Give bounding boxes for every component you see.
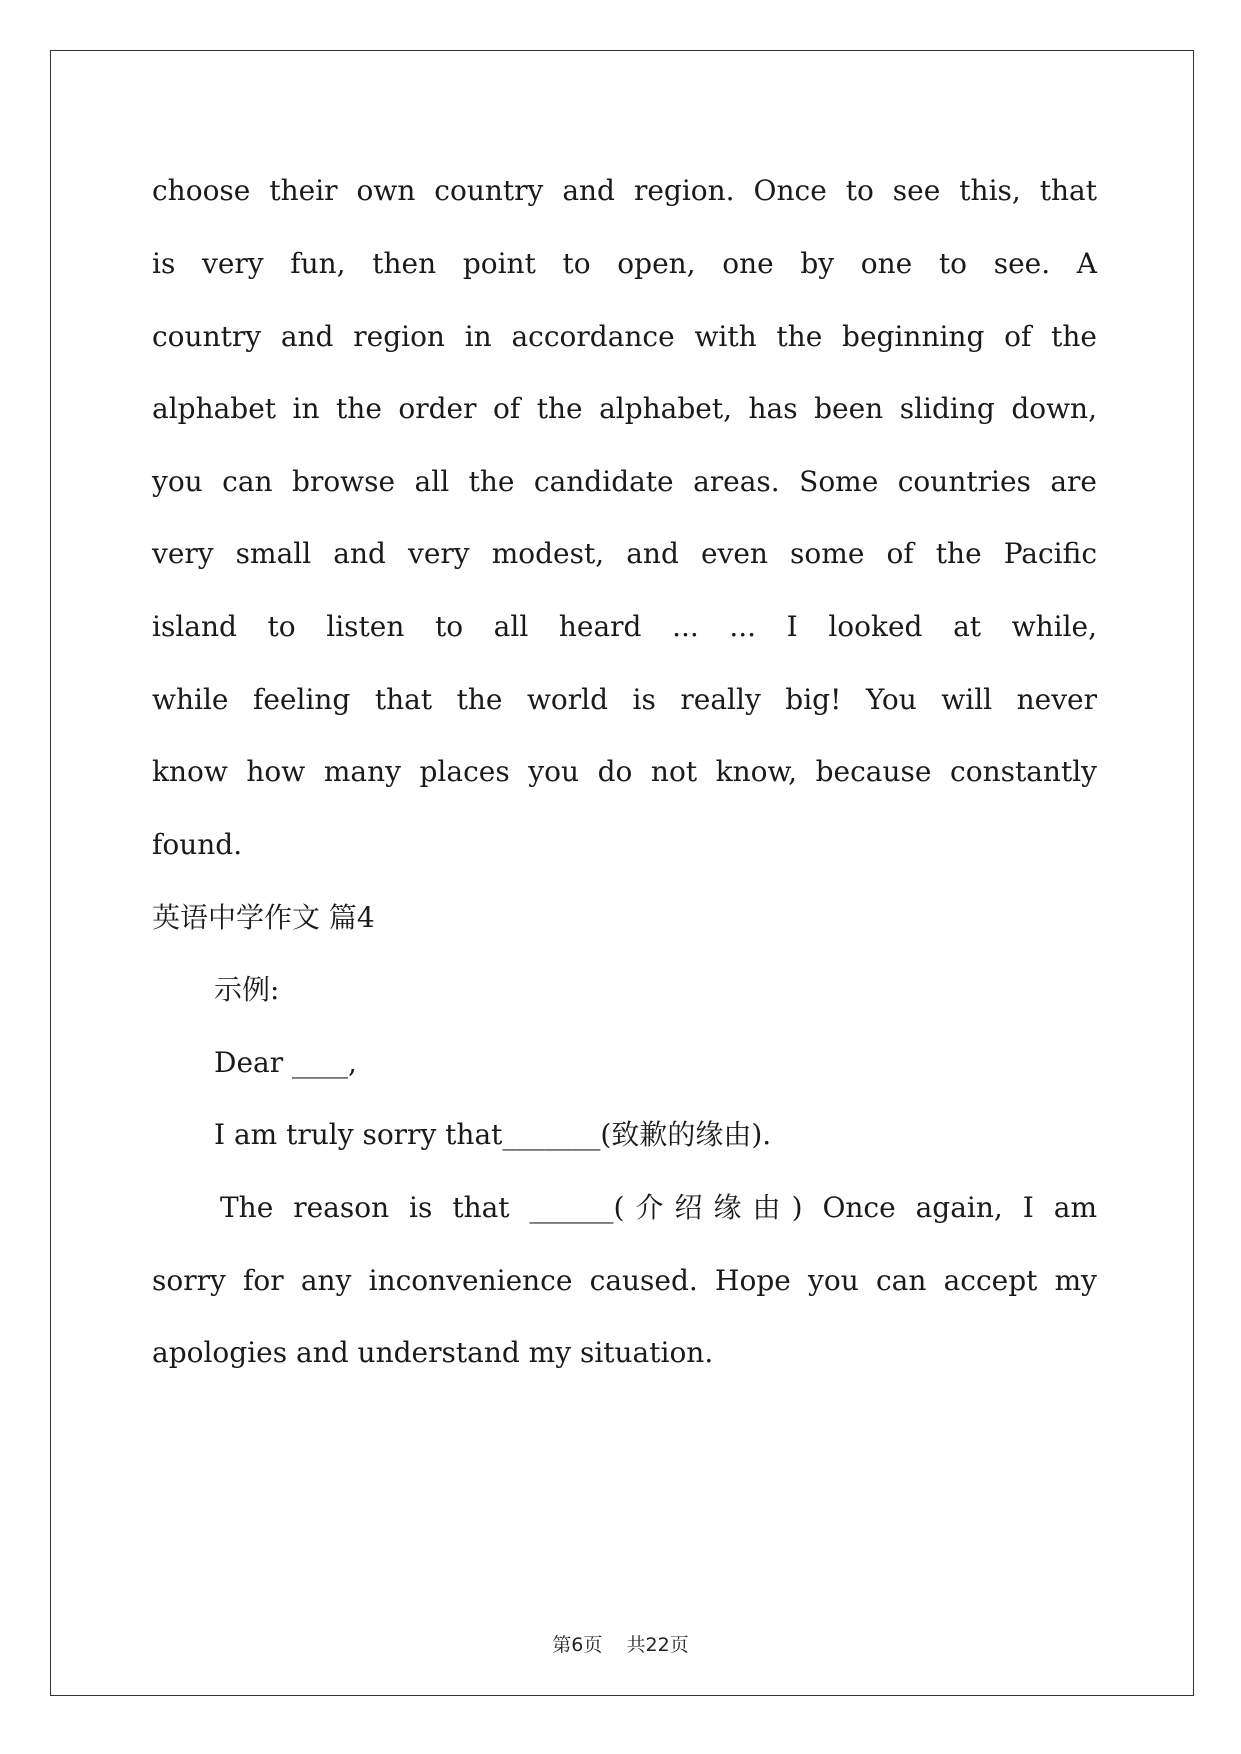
paragraph-line: country and region in accordance with the beginning of the	[152, 320, 1097, 353]
paragraph-line: while feeling that the world is really big! You will never	[152, 683, 1097, 716]
letter-line: sorry for any inconvenience caused. Hope you can accept my	[152, 1264, 1097, 1297]
letter-line: I am truly sorry that_______(致歉的缘由).	[214, 1118, 772, 1151]
paragraph-line: very small and very modest, and even some of the Pacific	[152, 537, 1097, 570]
letter-salutation: Dear ____,	[214, 1046, 357, 1079]
paragraph-line: know how many places you do not know, because constantly	[152, 755, 1097, 788]
page-number-footer: 第6页 共22页	[552, 1634, 689, 1656]
paragraph-line: you can browse all the candidate areas. Some countries are	[152, 465, 1097, 498]
page-border	[50, 50, 1194, 1696]
paragraph-line: choose their own country and region. Once to see this, that	[152, 174, 1097, 207]
letter-line: The reason is that ______(介绍缘由) Once again, I am	[220, 1191, 1097, 1224]
paragraph-line: alphabet in the order of the alphabet, has been sliding down,	[152, 392, 1097, 425]
paragraph-line: found.	[152, 828, 243, 861]
letter-line: apologies and understand my situation.	[152, 1336, 714, 1369]
paragraph-line: is very fun, then point to open, one by one to see. A	[152, 247, 1097, 280]
paragraph-line: island to listen to all heard ... ... I looked at while,	[152, 610, 1097, 643]
example-label: 示例:	[214, 973, 280, 1006]
section-heading: 英语中学作文 篇4	[152, 901, 375, 934]
